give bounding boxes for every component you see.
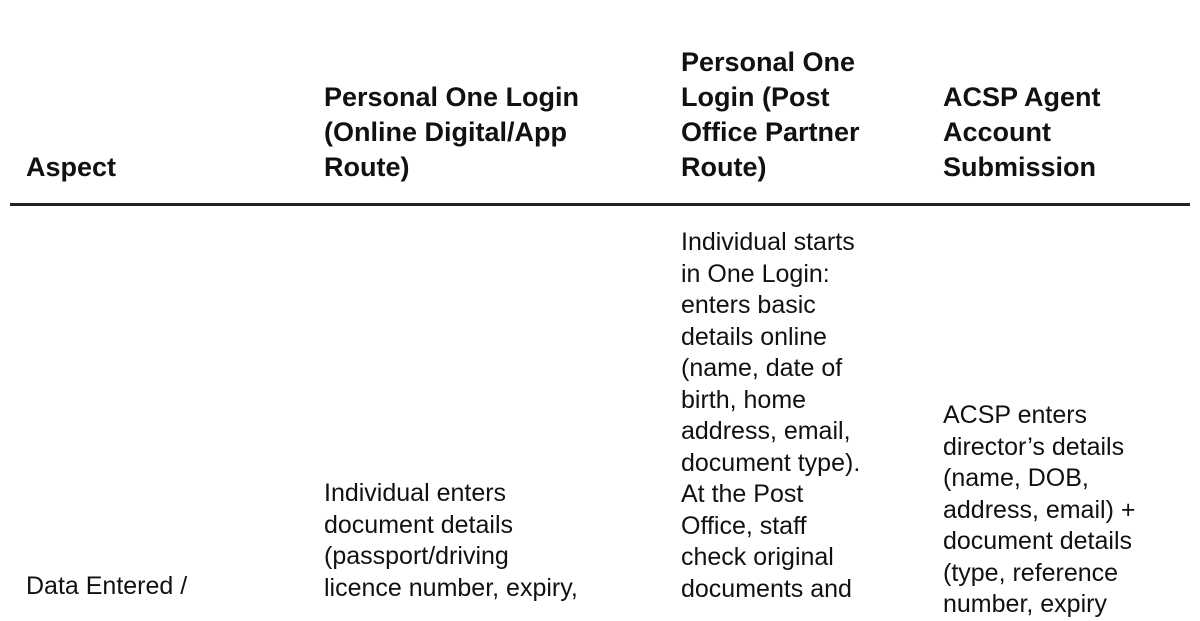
cell-line: (name, DOB, [943,464,1089,492]
header-line: ACSP Agent [943,82,1101,112]
header-line: Personal One [681,47,856,77]
header-post-office-route [681,45,860,185]
cell-line: Individual starts [681,228,855,256]
cell-line: (type, reference [943,558,1119,587]
cell-line: ACSP enters [943,401,1088,429]
cell-line: address, email) + [943,495,1136,524]
cell-line: birth, home [681,385,807,414]
cell-post-office-route [681,227,860,605]
header-aspect [26,150,116,185]
cell-line: At the Post [681,480,804,508]
header-line: Account [943,117,1051,147]
cell-acsp-submission [943,400,1135,621]
header-line: Personal One Login [324,82,580,112]
cell-line: Office, staff [681,511,807,540]
cell-line: check original [681,543,834,571]
cell-line: Individual enters [324,479,507,507]
header-divider [10,203,1190,206]
cell-line: in One Login: [681,259,830,288]
header-line: Office Partner [681,117,860,147]
cell-line: address, email, [681,417,851,445]
cell-line: number, expiry [943,590,1107,618]
cell-line: document details [324,510,514,539]
header-line: Aspect [26,152,117,182]
cell-aspect [26,571,187,603]
header-online-route [324,80,579,185]
header-line: Route) [324,152,410,182]
cell-line: documents and [681,574,852,603]
header-line: Submission [943,152,1097,182]
cell-line: director’s details [943,432,1125,461]
cell-line: (name, date of [681,354,843,382]
cell-online-route [324,478,578,604]
header-line: Route) [681,152,767,182]
header-line: (Online Digital/App [324,117,567,147]
cell-line: enters basic [681,291,816,319]
header-acsp-submission [943,80,1101,185]
cell-line: document type). [681,448,861,477]
cell-line: licence number, expiry, [324,573,578,602]
cell-line: document details [943,527,1133,555]
cell-line: Data Entered / [26,572,188,600]
cell-line: (passport/driving [324,542,509,570]
comparison-table [10,0,1190,618]
cell-line: details online [681,322,827,351]
header-line: Login (Post [681,82,830,112]
